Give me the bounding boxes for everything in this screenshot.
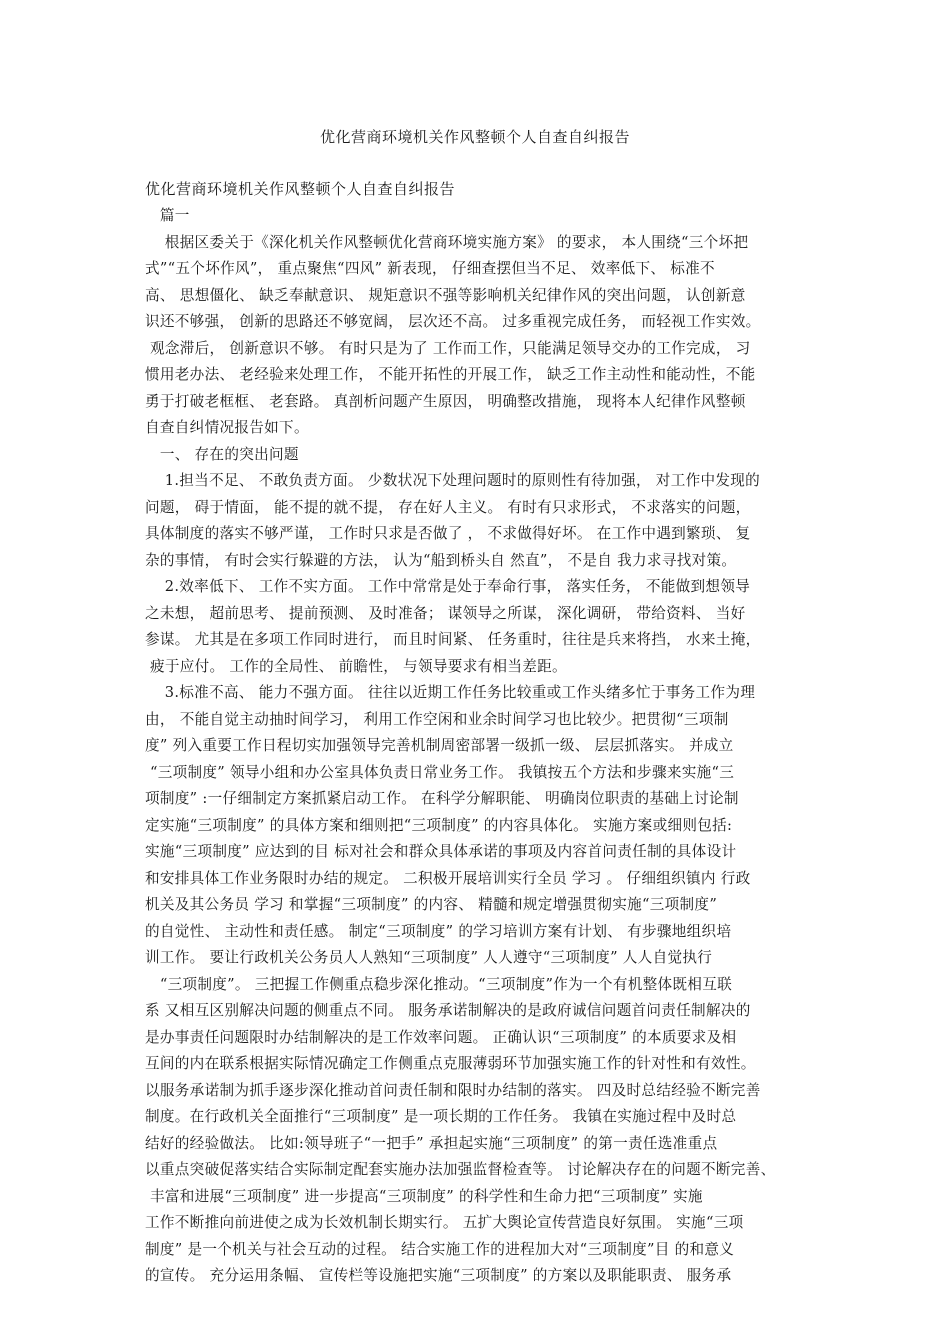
- text-line: 制度” 是一个机关与社会互动的过程。 结合实施工作的进程加大对“三项制度”目 的和意义: [145, 1240, 735, 1258]
- text-line: 式”“五个坏作风”， 重点聚焦“四风” 新表现， 仔细查摆但当不足、 效率低下、 标准不: [145, 260, 715, 277]
- text-line: 实施“三项制度” 应达到的目 标对社会和群众具体承诺的事项及内容首问责任制的具体设计: [145, 843, 737, 860]
- document-subtitle: 优化营商环境机关作风整顿个人自查自纠报告: [145, 180, 456, 198]
- text-line: 根据区委关于《深化机关作风整顿优化营商环境实施方案》 的要求， 本人围绕“三个坏把: [145, 233, 749, 251]
- text-line: 篇一: [145, 207, 190, 224]
- text-line: 2.效率低下、 工作不实方面。 工作中常常是处于奉命行事， 落实任务， 不能做到想领导: [145, 578, 751, 595]
- text-line: 互间的内在联系根据实际情况确定工作侧重点克服薄弱环节加强实施工作的针对性和有效性。: [145, 1055, 756, 1072]
- text-line: 工作不断推向前进使之成为长效机制长期实行。 五扩大舆论宣传营造良好氛围。 实施“三项: [145, 1214, 744, 1231]
- document-body: [145, 203, 825, 1290]
- text-line: 和安排具体工作业务限时办结的规定。 二积极开展培训实行全员 学习 。 仔细组织镇内 行政: [145, 869, 751, 887]
- text-line: 训工作。 要让行政机关公务员人人熟知“三项制度” 人人遵守“三项制度” 人人自觉执行: [145, 949, 713, 966]
- text-line: 之未想， 超前思考、 提前预测、 及时准备； 谋领导之所谋， 深化调研， 带给资料、 当好: [145, 604, 746, 622]
- text-line: 观念滞后， 创新意识不够。 有时只是为了 工作而工作，只能满足领导交办的工作完成， 习: [145, 339, 751, 357]
- text-line: 制度。在行政机关全面推行“三项制度” 是一项长期的工作任务。 我镇在实施过程中及时总: [145, 1108, 737, 1125]
- text-line: 勇于打破老框框、 老套路。 真剖析问题产生原因， 明确整改措施， 现将本人纪律作风整顿: [145, 392, 746, 410]
- text-line: 高、 思想僵化、 缺乏奉献意识、 规矩意识不强等影响机关纪律作风的突出问题， 认创新意: [145, 286, 746, 304]
- text-line: 识还不够强， 创新的思路还不够宽阔， 层次还不高。 过多重视完成任务， 而轻视工作实效。: [145, 313, 761, 330]
- text-line: “三项制度”。 三把握工作侧重点稳步深化推动。“三项制度”作为一个有机整体既相互联: [145, 975, 732, 993]
- text-line: 定实施“三项制度” 的具体方案和细则把“三项制度” 的内容具体化。 实施方案或细则包括:: [145, 816, 733, 834]
- text-line: 具体制度的落实不够严谨， 工作时只求是否做了 ， 不求做得好坏。 在工作中遇到繁琐、 复: [145, 525, 751, 542]
- text-line: 1.担当不足、 不敢负责方面。 少数状况下处理问题时的原则性有待加强， 对工作中发现的: [145, 472, 761, 489]
- text-line: 杂的事情， 有时会实行躲避的方法， 认为“船到桥头自 然直”， 不是自 我力求寻找对策。: [145, 551, 737, 569]
- text-line: 以服务承诺制为抓手逐步深化推动首问责任制和限时办结制的落实。 四及时总结经验不断完善: [145, 1081, 761, 1099]
- text-line: 的宣传。 充分运用条幅、 宣传栏等设施把实施“三项制度” 的方案以及职能职责、 服务承: [145, 1267, 732, 1284]
- document-title: 优化营商环境机关作风整顿个人自查自纠报告: [319, 128, 630, 146]
- text-line: 度” 列入重要工作日程切实加强领导完善机制周密部署一级抓一级、 层层抓落实。 并成立: [145, 737, 734, 754]
- text-line: 由， 不能自觉主动抽时间学习， 利用工作空闲和业余时间学习也比较少。把贯彻“三项制: [145, 710, 729, 728]
- text-line: 丰富和进展“三项制度” 进一步提高“三项制度” 的科学性和生命力把“三项制度” 实施: [145, 1187, 703, 1205]
- text-line: 问题， 碍于情面， 能不提的就不提， 存在好人主义。 有时有只求形式， 不求落实的问题，: [145, 498, 751, 516]
- text-line: 机关及其公务员 学习 和掌握“三项制度” 的内容、 精髓和规定增强贯彻实施“三项制度”: [145, 896, 718, 913]
- text-line: 一、 存在的突出问题: [145, 445, 299, 463]
- text-line: 疲于应付。 工作的全局性、 前瞻性， 与领导要求有相当差距。: [145, 657, 567, 675]
- text-line: “三项制度” 领导小组和办公室具体负责日常业务工作。 我镇按五个方法和步骤来实施“三: [145, 763, 735, 781]
- text-line: 结好的经验做法。 比如:领导班子“一把手” 承担起实施“三项制度” 的第一责任选准重点: [145, 1134, 718, 1152]
- text-line: 3.标准不高、 能力不强方面。 往往以近期工作任务比较重或工作头绪多忙于事务工作为理: [145, 684, 756, 701]
- text-line: 系 又相互区别解决问题的侧重点不同。 服务承诺制解决的是政府诚信问题首问责任制解决的: [145, 1002, 751, 1019]
- text-line: 的自觉性、 主动性和责任感。 制定“三项制度” 的学习培训方案有计划、 有步骤地组织培: [145, 922, 732, 940]
- text-line: 参谋。 尤其是在多项工作同时进行， 而且时间紧、 任务重时，往往是兵来将挡， 水来土掩，: [145, 631, 761, 648]
- text-line: 自查自纠情况报告如下。: [145, 419, 309, 436]
- text-line: 是办事责任问题限时办结制解决的是工作效率问题。 正确认识“三项制度” 的本质要求及相: [145, 1028, 737, 1046]
- text-line: 惯用老办法、 老经验来处理工作， 不能开拓性的开展工作， 缺乏工作主动性和能动性，不能: [145, 366, 756, 383]
- text-line: 以重点突破促落实结合实际制定配套实施办法加强监督检查等。 讨论解决存在的问题不断完善、: [145, 1161, 776, 1178]
- text-line: 项制度” :一仔细制定方案抓紧启动工作。 在科学分解职能、 明确岗位职责的基础上讨论制: [145, 790, 739, 807]
